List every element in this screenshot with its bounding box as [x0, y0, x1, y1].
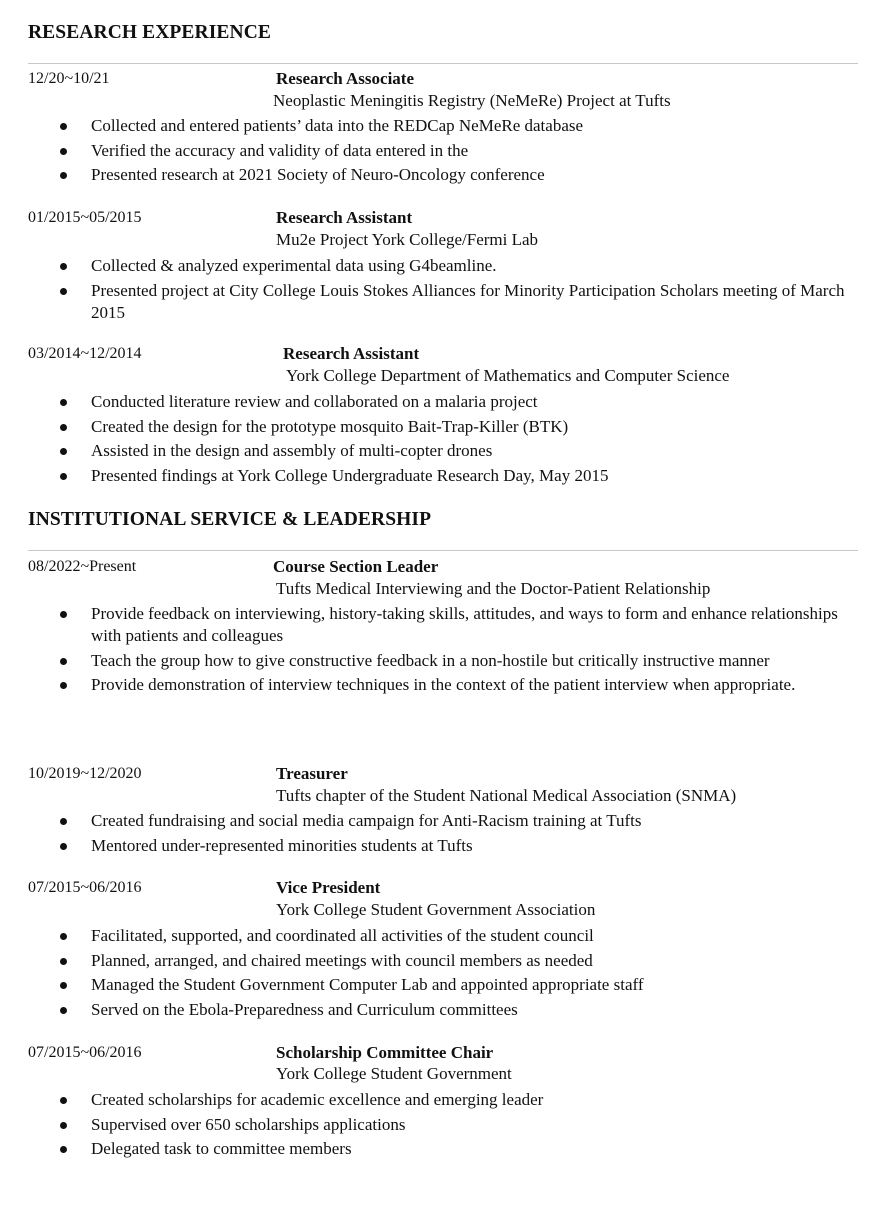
section-title-research: RESEARCH EXPERIENCE	[28, 22, 271, 43]
bullet-icon	[60, 123, 67, 130]
bullet-icon	[60, 288, 67, 295]
bullet-icon	[60, 1122, 67, 1129]
list-item: Collected and entered patients’ data into the REDCap NeMeRe database	[56, 115, 861, 137]
bullet-icon	[60, 658, 67, 665]
list-item: Created the design for the prototype mosquito Bait-Trap-Killer (BTK)	[56, 416, 861, 438]
entry-role: Research Assistant	[283, 344, 420, 363]
entry-organization: York College Student Government Association	[276, 900, 596, 919]
entry-role: Scholarship Committee Chair	[276, 1043, 494, 1062]
entry-bullet-list	[56, 115, 861, 189]
entry-date: 12/20~10/21	[28, 70, 110, 87]
entry-role: Research Assistant	[276, 208, 413, 227]
list-item: Collected & analyzed experimental data using G4beamline.	[56, 255, 861, 277]
list-item: Conducted literature review and collaborated on a malaria project	[56, 391, 861, 413]
list-item: Presented findings at York College Undergraduate Research Day, May 2015	[56, 465, 861, 487]
section-title-service-leadership: INSTITUTIONAL SERVICE & LEADERSHIP	[28, 509, 432, 530]
bullet-icon	[60, 1097, 67, 1104]
bullet-icon	[60, 1007, 67, 1014]
list-item: Managed the Student Government Computer Lab and appointed appropriate staff	[56, 974, 861, 996]
section-divider	[28, 63, 858, 64]
bullet-icon	[60, 933, 67, 940]
entry-date: 08/2022~Present	[28, 558, 137, 575]
list-item: Mentored under-represented minorities students at Tufts	[56, 835, 861, 857]
list-item: Supervised over 650 scholarships applications	[56, 1114, 861, 1136]
entry-date: 07/2015~06/2016	[28, 1044, 142, 1061]
list-item: Served on the Ebola-Preparedness and Curriculum committees	[56, 999, 861, 1021]
entry-organization: Neoplastic Meningitis Registry (NeMeRe) Project at Tufts	[273, 91, 671, 110]
list-item: Teach the group how to give constructive feedback in a non-hostile but critically instructive manner	[56, 650, 861, 672]
bullet-icon	[60, 399, 67, 406]
list-item: Created scholarships for academic excellence and emerging leader	[56, 1089, 861, 1111]
entry-bullet-list	[56, 1089, 861, 1163]
list-item: Facilitated, supported, and coordinated all activities of the student council	[56, 925, 861, 947]
entry-role: Research Associate	[276, 69, 415, 88]
bullet-icon	[60, 172, 67, 179]
entry-bullet-list	[56, 255, 861, 326]
list-item: Assisted in the design and assembly of multi-copter drones	[56, 440, 861, 462]
entry-role: Vice President	[276, 878, 381, 897]
entry-organization: Tufts Medical Interviewing and the Doctor-Patient Relationship	[276, 579, 711, 598]
bullet-icon	[60, 843, 67, 850]
bullet-icon	[60, 1146, 67, 1153]
entry-date: 01/2015~05/2015	[28, 209, 142, 226]
list-item: Delegated task to committee members	[56, 1138, 861, 1160]
bullet-icon	[60, 611, 67, 618]
bullet-icon	[60, 682, 67, 689]
bullet-icon	[60, 424, 67, 431]
list-item: Created fundraising and social media campaign for Anti-Racism training at Tufts	[56, 810, 861, 832]
entry-organization: York College Student Government	[276, 1064, 512, 1083]
list-item: Verified the accuracy and validity of data entered in the	[56, 140, 861, 162]
entry-date: 03/2014~12/2014	[28, 345, 142, 362]
entry-bullet-list	[56, 391, 861, 489]
bullet-icon	[60, 448, 67, 455]
bullet-icon	[60, 982, 67, 989]
entry-organization: Tufts chapter of the Student National Medical Association (SNMA)	[276, 786, 737, 805]
entry-organization: York College Department of Mathematics and Computer Science	[286, 366, 730, 385]
entry-bullet-list	[56, 810, 861, 859]
entry-organization: Mu2e Project York College/Fermi Lab	[276, 230, 539, 249]
list-item: Presented project at City College Louis Stokes Alliances for Minority Participation Scholars meeting of March 2015	[56, 280, 861, 324]
bullet-icon	[60, 818, 67, 825]
list-item: Provide feedback on interviewing, history-taking skills, attitudes, and ways to form and enhance relationships with patients and colleagues	[56, 603, 861, 647]
list-item: Provide demonstration of interview techniques in the context of the patient interview when appropriate.	[56, 674, 861, 696]
entry-date: 07/2015~06/2016	[28, 879, 142, 896]
entry-role: Treasurer	[276, 764, 348, 783]
bullet-icon	[60, 473, 67, 480]
entry-bullet-list	[56, 925, 861, 1023]
list-item: Presented research at 2021 Society of Neuro-Oncology conference	[56, 164, 861, 186]
section-divider	[28, 550, 858, 551]
bullet-icon	[60, 958, 67, 965]
bullet-icon	[60, 263, 67, 270]
list-item: Planned, arranged, and chaired meetings with council members as needed	[56, 950, 861, 972]
bullet-icon	[60, 148, 67, 155]
entry-date: 10/2019~12/2020	[28, 765, 142, 782]
entry-role: Course Section Leader	[273, 557, 439, 576]
entry-bullet-list	[56, 603, 861, 699]
